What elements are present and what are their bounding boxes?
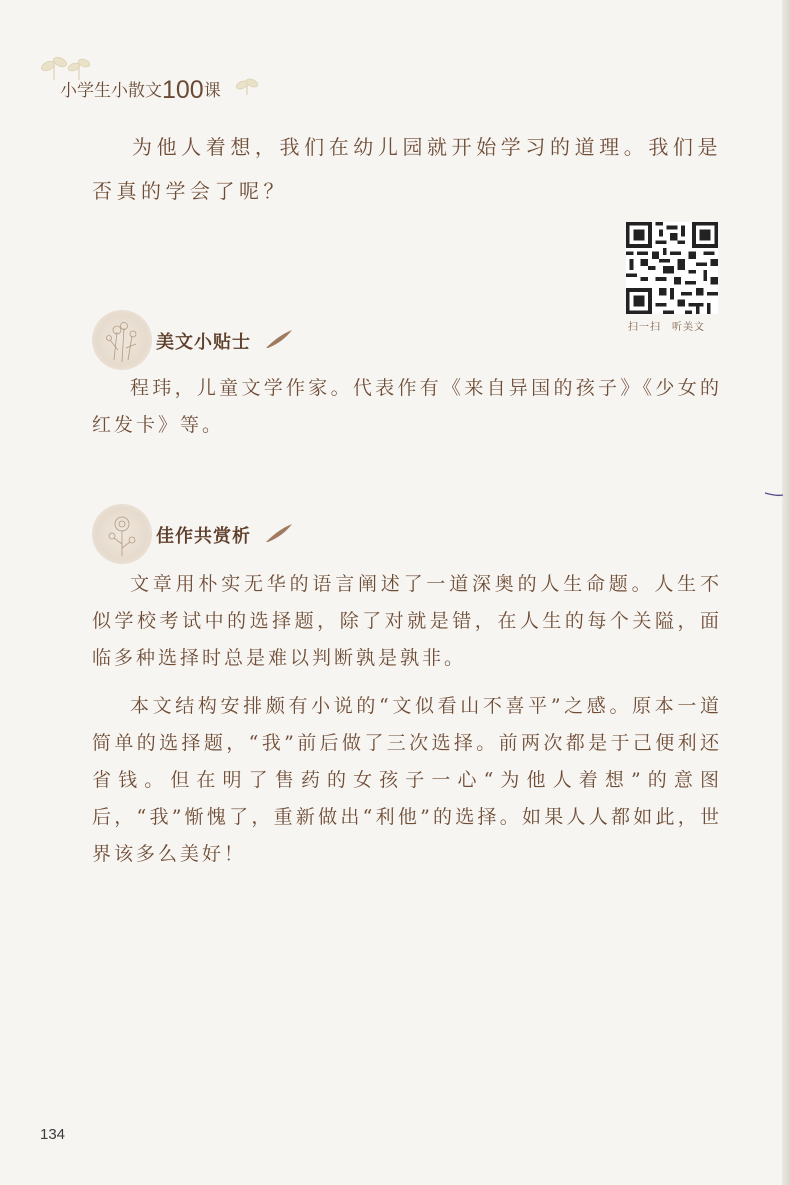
qr-caption: 扫一扫 听美文 [628,322,705,333]
tips-heading [92,310,312,370]
running-header [38,52,298,112]
analysis-title: 佳作共赏析 [156,526,251,547]
series-number: 100 [162,76,204,104]
flower-icon [92,310,152,370]
analysis-paragraph-2: 本文结构安排颇有小说的“文似看山不喜平”之感。原本一道简单的选择题，“我”前后做了三次选择。前两次都是于己便利还省钱。但在明了售药的女孩子一心“为他人着想”的意图后，“我”惭愧了，重新做出“利他”的选择。如果人人都如此，世界该多么美好！ [92,695,722,865]
flower-badge [92,310,152,370]
series-title-text: 小学生小散文 [60,81,162,101]
tips-title: 美文小贴士 [156,332,251,353]
analysis-heading [92,504,312,564]
series-title [60,76,221,105]
quill-icon [264,328,294,350]
flower-badge [92,504,152,564]
flower-icon [92,504,152,564]
page-edge [782,0,790,1185]
series-unit: 课 [203,81,221,101]
analysis-paragraph-1: 文章用朴实无华的语言阐述了一道深奥的人生命题。人生不似学校考试中的选择题，除了对就是错，在人生的每个关隘，面临多种选择时总是难以判断孰是孰非。 [92,573,722,669]
intro-paragraph: 为他人着想，我们在幼儿园就开始学习的道理。我们是否真的学会了呢？ [92,135,722,203]
qr-code[interactable] [626,222,718,314]
pen-mark [764,490,784,500]
quill-icon [264,522,294,544]
page-number: 134 [40,1126,66,1143]
sprout-icon [234,76,260,96]
tips-text: 程玮，儿童文学作家。代表作有《来自异国的孩子》《少女的红发卡》等。 [92,377,722,436]
